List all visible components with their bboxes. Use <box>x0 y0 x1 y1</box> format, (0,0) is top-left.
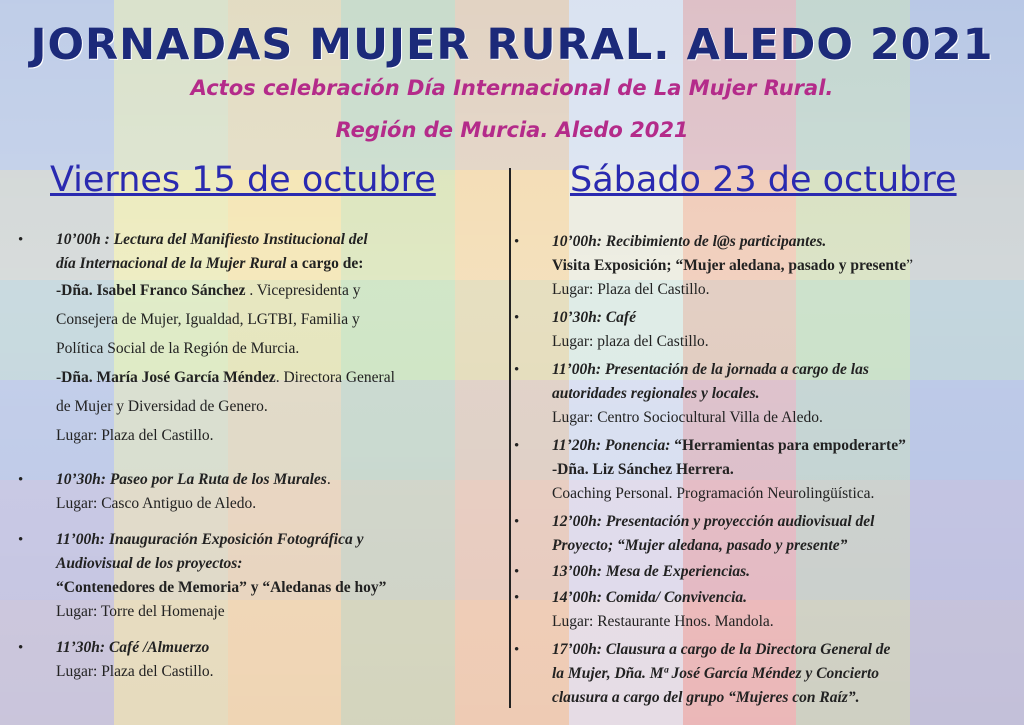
saturday-schedule <box>514 230 1012 716</box>
detail-text: Política Social de la Región de Murcia. <box>56 340 300 357</box>
schedule-item <box>514 306 1012 354</box>
detail-text: Lugar: Torre del Homenaje <box>56 603 225 620</box>
item-title: Audiovisual de los proyectos: <box>56 555 243 572</box>
saturday-heading: Sábado 23 de octubre <box>570 160 957 200</box>
subtitle-location: Región de Murcia. Aledo 2021 <box>335 118 689 142</box>
item-line <box>552 686 1012 710</box>
person-name: -Dña. Isabel Franco Sánchez <box>56 282 246 299</box>
item-detail <box>552 482 1012 506</box>
item-highlight-text: -Dña. Liz Sánchez Herrera. <box>552 461 734 478</box>
item-line <box>56 636 496 660</box>
item-highlight <box>552 254 1012 278</box>
item-line <box>552 510 1012 534</box>
schedule-item <box>514 230 1012 302</box>
item-title: 11’20h: Ponencia: <box>552 437 671 454</box>
item-title: 11’00h: Inauguración Exposición Fotográfica y <box>56 531 364 548</box>
item-highlight-tail: ” <box>906 257 913 274</box>
item-detail <box>56 492 496 516</box>
schedule-item <box>18 228 496 450</box>
item-title: día Internacional de la Mujer Rural <box>56 255 287 272</box>
item-detail <box>56 334 496 363</box>
bullet-icon: • <box>514 310 520 326</box>
item-line <box>552 534 1012 558</box>
item-title: 10’30h: Café <box>552 309 636 326</box>
item-detail <box>56 660 496 684</box>
item-highlight-text: Visita Exposición; “Mujer aledana, pasado y presente <box>552 257 907 274</box>
item-title: 11’00h: Presentación de la jornada a cargo de las <box>552 361 869 378</box>
detail-text: . Directora General <box>275 369 395 386</box>
item-suffix: . <box>326 471 331 488</box>
item-detail <box>56 392 496 421</box>
bullet-icon: • <box>514 438 520 454</box>
detail-text: Coaching Personal. Programación Neurolingüística. <box>552 485 875 502</box>
detail-text: Lugar: Centro Sociocultural Villa de Aledo. <box>552 409 823 426</box>
item-suffix: “Herramientas para empoderarte” <box>670 437 906 454</box>
detail-text: Lugar: plaza del Castillo. <box>552 333 709 350</box>
item-detail <box>56 421 496 450</box>
bullet-icon: • <box>18 532 24 548</box>
schedule-item <box>18 528 496 624</box>
item-line <box>552 560 1012 584</box>
item-detail <box>552 610 1012 634</box>
detail-text: Lugar: Casco Antiguo de Aledo. <box>56 495 257 512</box>
item-title: 11’30h: Café /Almuerzo <box>56 639 210 656</box>
item-highlight-text: “Contenedores de Memoria” y “Aledanas de hoy” <box>56 579 387 596</box>
bullet-icon: • <box>18 232 24 248</box>
item-line <box>56 528 496 552</box>
schedule-item <box>514 586 1012 634</box>
detail-text: Lugar: Plaza del Castillo. <box>56 663 214 680</box>
item-line <box>56 468 496 492</box>
bullet-icon: • <box>514 564 520 580</box>
item-detail <box>56 276 496 305</box>
bullet-icon: • <box>18 640 24 656</box>
item-detail <box>552 278 1012 302</box>
bullet-icon: • <box>514 514 520 530</box>
subtitle: Actos celebración Día Internacional de La Mujer Rural. <box>190 76 834 100</box>
detail-text: de Mujer y Diversidad de Genero. <box>56 398 268 415</box>
item-highlight <box>552 458 1012 482</box>
schedule-item <box>18 468 496 516</box>
item-detail <box>552 406 1012 430</box>
item-detail <box>56 305 496 334</box>
detail-text: Lugar: Plaza del Castillo. <box>56 427 214 444</box>
item-title: autoridades regionales y locales. <box>552 385 760 402</box>
item-title: 10’00h : Lectura del Manifiesto Institucional del <box>56 231 368 248</box>
item-line <box>552 358 1012 382</box>
item-line <box>552 230 1012 254</box>
schedule-item <box>514 638 1012 710</box>
item-line <box>552 434 1012 458</box>
bullet-icon: • <box>514 642 520 658</box>
item-title: 12’00h: Presentación y proyección audiovisual del <box>552 513 875 530</box>
item-detail <box>56 600 496 624</box>
bullet-icon: • <box>18 472 24 488</box>
item-title: 14’00h: Comida/ Convivencia. <box>552 589 748 606</box>
schedule-item <box>18 636 496 684</box>
item-line <box>552 306 1012 330</box>
detail-text: Lugar: Restaurante Hnos. Mandola. <box>552 613 774 630</box>
item-line <box>552 662 1012 686</box>
item-highlight <box>56 576 496 600</box>
item-detail <box>552 330 1012 354</box>
item-title: 13’00h: Mesa de Experiencias. <box>552 563 751 580</box>
detail-text: Lugar: Plaza del Castillo. <box>552 281 710 298</box>
friday-schedule <box>18 228 496 690</box>
column-divider <box>509 168 511 708</box>
item-line <box>56 252 496 276</box>
page-title: JORNADAS MUJER RURAL. ALEDO 2021 <box>30 20 994 70</box>
item-title: 10’00h: Recibimiento de l@s participantes. <box>552 233 827 250</box>
item-title: 17’00h: Clausura a cargo de la Directora General de <box>552 641 891 658</box>
item-title: Proyecto; “Mujer aledana, pasado y presente” <box>552 537 848 554</box>
item-line <box>552 638 1012 662</box>
friday-heading: Viernes 15 de octubre <box>50 160 436 200</box>
item-title: clausura a cargo del grupo “Mujeres con Raíz”. <box>552 689 860 706</box>
schedule-item <box>514 560 1012 584</box>
schedule-item <box>514 358 1012 430</box>
detail-text: Consejera de Mujer, Igualdad, LGTBI, Familia y <box>56 311 360 328</box>
detail-text: . Vicepresidenta y <box>245 282 361 299</box>
schedule-item <box>514 434 1012 506</box>
item-line <box>56 552 496 576</box>
item-line <box>552 382 1012 406</box>
item-title: 10’30h: Paseo por La Ruta de los Murales <box>56 471 327 488</box>
item-title: la Mujer, Dña. Mª José García Méndez y Concierto <box>552 665 880 682</box>
bullet-icon: • <box>514 362 520 378</box>
item-line <box>552 586 1012 610</box>
bullet-icon: • <box>514 590 520 606</box>
item-suffix: a cargo de: <box>286 255 364 272</box>
schedule-item <box>514 510 1012 558</box>
bullet-icon: • <box>514 234 520 250</box>
person-name: -Dña. María José García Méndez <box>56 369 276 386</box>
item-line <box>56 228 496 252</box>
item-detail <box>56 363 496 392</box>
